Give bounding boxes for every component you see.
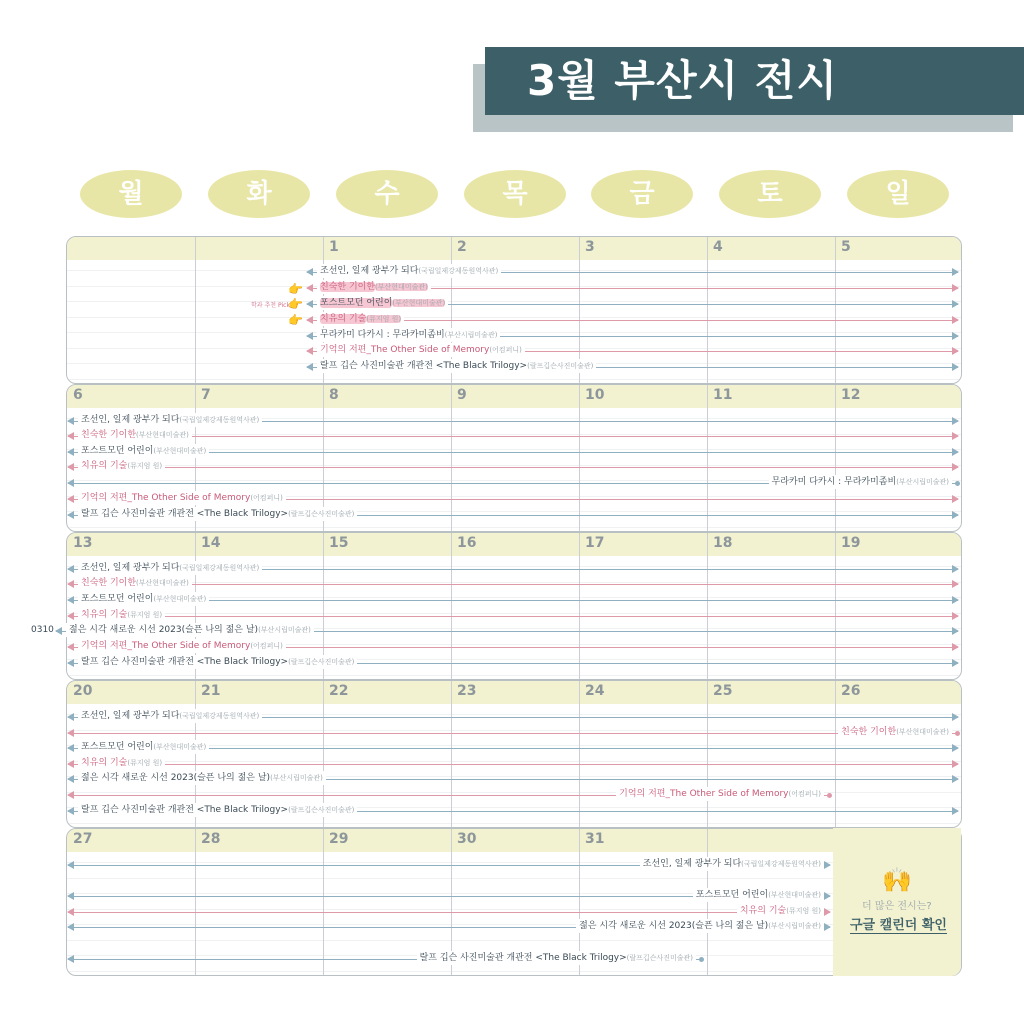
exhibit-name: 랄프 깁슨 사진미술관 개관전 <The Black Trilogy> bbox=[81, 805, 289, 815]
exhibit-bar-ralph[interactable] bbox=[68, 805, 958, 815]
exhibit-bar-ralph[interactable] bbox=[307, 361, 958, 371]
exhibit-name: 포스트모던 어린이 bbox=[81, 446, 154, 456]
day-number: 18 bbox=[713, 535, 733, 551]
exhibit-label bbox=[78, 561, 262, 575]
arrow-left-icon bbox=[67, 791, 74, 799]
exhibit-label bbox=[317, 328, 500, 342]
exhibit-name: 조선인, 일제 광부가 되다 bbox=[81, 415, 180, 425]
day-number: 17 bbox=[585, 535, 605, 551]
day-number: 6 bbox=[73, 387, 83, 403]
exhibit-bar-young[interactable] bbox=[68, 921, 830, 931]
weekday-6: 일 bbox=[847, 170, 949, 218]
pointing-hand-icon: 👉 bbox=[288, 282, 303, 296]
day-number: 7 bbox=[201, 387, 211, 403]
exhibit-name: 포스트모던 어린이 bbox=[320, 298, 393, 308]
exhibit-venue: (랄프깁슨사진미술관) bbox=[288, 806, 355, 814]
exhibit-bar-healing[interactable] bbox=[68, 906, 830, 916]
arrow-left-icon bbox=[67, 908, 74, 916]
grid-line bbox=[67, 301, 961, 302]
exhibit-venue: (부산현대미술관) bbox=[136, 579, 189, 587]
arrow-right-icon bbox=[952, 565, 959, 573]
day-divider bbox=[835, 533, 836, 679]
exhibit-venue: (국립일제강제동원역사관) bbox=[179, 416, 260, 424]
arrow-left-icon bbox=[67, 596, 74, 604]
arrow-left-icon bbox=[67, 580, 74, 588]
arrow-left-icon bbox=[306, 316, 313, 324]
more-exhibits-question: 더 많은 전시는? bbox=[862, 901, 932, 912]
exhibit-name: 치유의 기술 bbox=[739, 906, 787, 916]
recommend-note: 학과 추천 Pick! bbox=[251, 302, 293, 309]
grid-line bbox=[67, 286, 961, 287]
exhibit-name: 기억의 저편_The Other Side of Memory bbox=[81, 641, 251, 651]
exhibit-bar-healing[interactable] bbox=[68, 758, 958, 768]
exhibit-venue: (부산현대미술관) bbox=[392, 299, 446, 307]
exhibit-venue: (부산시립미술관) bbox=[896, 478, 949, 486]
exhibit-label bbox=[78, 639, 286, 653]
day-divider bbox=[707, 829, 708, 975]
grid-line bbox=[67, 792, 961, 793]
arrow-right-icon bbox=[952, 775, 959, 783]
exhibit-name: 치유의 기술 bbox=[320, 314, 367, 324]
exhibit-bar-postmodern[interactable] bbox=[68, 446, 958, 456]
day-divider bbox=[707, 237, 708, 383]
exhibit-label bbox=[317, 296, 448, 310]
exhibit-bar-postmodern[interactable] bbox=[68, 742, 958, 752]
exhibit-venue: (부산시립미술관) bbox=[270, 774, 323, 782]
exhibit-venue: (뮤지엄 원) bbox=[786, 907, 821, 915]
arrow-left-icon bbox=[67, 565, 74, 573]
exhibit-venue: (어컴퍼니) bbox=[250, 494, 283, 502]
arrow-left-icon bbox=[67, 713, 74, 721]
arrow-right-icon bbox=[952, 612, 959, 620]
exhibit-label bbox=[78, 592, 209, 606]
exhibit-bar-chinsuk[interactable] bbox=[68, 578, 958, 588]
arrow-left-icon bbox=[67, 892, 74, 900]
grid-line bbox=[67, 434, 961, 435]
day-divider bbox=[835, 385, 836, 531]
exhibit-label bbox=[693, 888, 824, 902]
exhibit-bar-young[interactable] bbox=[56, 625, 958, 635]
exhibit-label bbox=[78, 428, 192, 442]
arrow-left-icon bbox=[306, 284, 313, 292]
day-divider bbox=[579, 681, 580, 827]
grid-line bbox=[67, 761, 961, 762]
exhibit-bar-memory[interactable] bbox=[68, 789, 830, 799]
exhibit-name: 젊은 시각 새로운 시선 2023(슬픈 나의 젊은 날) bbox=[81, 773, 271, 783]
grid-line bbox=[67, 823, 961, 824]
weekday-2: 수 bbox=[336, 170, 438, 218]
exhibit-label bbox=[317, 343, 525, 357]
day-number: 4 bbox=[713, 239, 723, 255]
exhibit-name: 랄프 깁슨 사진미술관 개관전 <The Black Trilogy> bbox=[419, 953, 627, 963]
grid-line bbox=[67, 940, 961, 941]
arrow-left-icon bbox=[67, 744, 74, 752]
exhibit-name: 친숙한 기이한 bbox=[320, 282, 376, 292]
day-divider bbox=[707, 681, 708, 827]
day-number: 10 bbox=[585, 387, 605, 403]
exhibit-label bbox=[78, 459, 165, 473]
arrow-right-icon bbox=[824, 908, 831, 916]
arrow-right-icon bbox=[952, 284, 959, 292]
exhibit-label bbox=[616, 787, 824, 801]
exhibit-label bbox=[78, 413, 262, 427]
exhibit-bar-memory[interactable] bbox=[68, 641, 958, 651]
exhibit-name: 랄프 깁슨 사진미술관 개관전 <The Black Trilogy> bbox=[320, 361, 528, 371]
exhibit-venue: (랄프깁슨사진미술관) bbox=[288, 510, 355, 518]
exhibit-venue: (랄프깁슨사진미술관) bbox=[527, 362, 594, 370]
day-number: 11 bbox=[713, 387, 733, 403]
arrow-right-icon bbox=[824, 923, 831, 931]
arrow-right-icon bbox=[952, 268, 959, 276]
exhibit-name: 친숙한 기이한 bbox=[81, 430, 137, 440]
exhibit-bar-chinsuk[interactable] bbox=[307, 282, 958, 292]
start-date-label: 0310 bbox=[31, 625, 54, 635]
grid-line bbox=[67, 613, 961, 614]
arrow-right-icon bbox=[952, 332, 959, 340]
exhibit-bar-joseon[interactable] bbox=[307, 266, 958, 276]
arrow-left-icon bbox=[67, 463, 74, 471]
day-number: 12 bbox=[841, 387, 861, 403]
exhibit-bar-chinsuk[interactable] bbox=[68, 430, 958, 440]
day-divider bbox=[323, 829, 324, 975]
end-dot-icon bbox=[955, 481, 960, 486]
exhibit-name: 젊은 시각 새로운 시선 2023(슬픈 나의 젊은 날) bbox=[579, 921, 769, 931]
exhibit-bar-chinsuk[interactable] bbox=[68, 727, 958, 737]
exhibit-label bbox=[66, 623, 314, 637]
arrow-left-icon bbox=[306, 332, 313, 340]
exhibit-bar-young[interactable] bbox=[68, 773, 958, 783]
exhibit-label bbox=[78, 803, 357, 817]
arrow-right-icon bbox=[952, 347, 959, 355]
exhibit-label bbox=[78, 576, 192, 590]
exhibit-name: 조선인, 일제 광부가 되다 bbox=[642, 859, 742, 869]
arrow-left-icon bbox=[67, 479, 74, 487]
arrow-left-icon bbox=[306, 347, 313, 355]
exhibit-name: 조선인, 일제 광부가 되다 bbox=[320, 266, 419, 276]
arrow-right-icon bbox=[952, 417, 959, 425]
end-dot-icon bbox=[955, 731, 960, 736]
exhibit-label bbox=[78, 771, 326, 785]
arrow-right-icon bbox=[952, 596, 959, 604]
arrow-left-icon bbox=[67, 955, 74, 963]
day-number: 5 bbox=[841, 239, 851, 255]
arrow-right-icon bbox=[952, 316, 959, 324]
arrow-right-icon bbox=[952, 713, 959, 721]
exhibit-label bbox=[317, 359, 596, 373]
exhibit-name: 기억의 저편_The Other Side of Memory bbox=[619, 789, 789, 799]
exhibit-bar-memory[interactable] bbox=[307, 345, 958, 355]
exhibit-venue: (부산현대미술관) bbox=[153, 595, 207, 603]
exhibit-venue: (랄프깁슨사진미술관) bbox=[288, 658, 355, 666]
day-number: 9 bbox=[457, 387, 467, 403]
arrow-right-icon bbox=[824, 892, 831, 900]
exhibit-label bbox=[78, 740, 209, 754]
exhibit-venue: (부산현대미술관) bbox=[896, 728, 949, 736]
day-divider bbox=[195, 829, 196, 975]
arrow-left-icon bbox=[67, 861, 74, 869]
day-divider bbox=[579, 533, 580, 679]
exhibit-venue: (부산현대미술관) bbox=[153, 447, 207, 455]
weekday-0: 월 bbox=[80, 170, 182, 218]
exhibit-name: 랄프 깁슨 사진미술관 개관전 <The Black Trilogy> bbox=[81, 657, 289, 667]
exhibit-bar-postmodern[interactable] bbox=[307, 298, 958, 308]
end-dot-icon bbox=[827, 793, 832, 798]
exhibit-venue: (부산현대미술관) bbox=[136, 431, 189, 439]
exhibit-bar-joseon[interactable] bbox=[68, 859, 830, 869]
exhibit-venue: (부산시립미술관) bbox=[258, 626, 311, 634]
day-divider bbox=[707, 385, 708, 531]
day-divider bbox=[707, 533, 708, 679]
arrow-right-icon bbox=[952, 463, 959, 471]
exhibit-name: 조선인, 일제 광부가 되다 bbox=[81, 711, 180, 721]
exhibit-label bbox=[78, 491, 286, 505]
day-number: 28 bbox=[201, 831, 221, 847]
grid-line bbox=[67, 582, 961, 583]
exhibit-label bbox=[78, 608, 165, 622]
google-calendar-link[interactable]: 구글 캘린더 확인 bbox=[850, 914, 947, 934]
end-dot-icon bbox=[699, 957, 704, 962]
exhibit-label bbox=[640, 857, 824, 871]
arrow-left-icon bbox=[67, 612, 74, 620]
day-number: 20 bbox=[73, 683, 93, 699]
weekday-3: 목 bbox=[464, 170, 566, 218]
arrow-left-icon bbox=[306, 268, 313, 276]
exhibit-name: 친숙한 기이한 bbox=[841, 727, 897, 737]
grid-line bbox=[67, 527, 961, 528]
arrow-right-icon bbox=[952, 627, 959, 635]
arrow-right-icon bbox=[952, 511, 959, 519]
exhibit-venue: (어컴퍼니) bbox=[250, 642, 283, 650]
exhibit-label bbox=[317, 280, 431, 294]
pointing-hand-icon: 👉 bbox=[288, 297, 303, 311]
arrow-left-icon bbox=[67, 495, 74, 503]
exhibit-name: 랄프 깁슨 사진미술관 개관전 <The Black Trilogy> bbox=[81, 509, 289, 519]
day-divider bbox=[579, 385, 580, 531]
exhibit-venue: (국립일제강제동원역사관) bbox=[741, 860, 821, 868]
arrow-left-icon bbox=[67, 659, 74, 667]
day-number: 13 bbox=[73, 535, 93, 551]
exhibit-name: 포스트모던 어린이 bbox=[695, 890, 769, 900]
arrow-right-icon bbox=[952, 495, 959, 503]
day-number: 8 bbox=[329, 387, 339, 403]
day-number: 29 bbox=[329, 831, 349, 847]
exhibit-venue: (부산현대미술관) bbox=[768, 891, 821, 899]
arrow-left-icon bbox=[67, 417, 74, 425]
grid-line bbox=[67, 332, 961, 333]
arrow-left-icon bbox=[67, 448, 74, 456]
raised-hands-icon: 🙌 bbox=[882, 866, 912, 894]
exhibit-label bbox=[78, 655, 357, 669]
day-number: 2 bbox=[457, 239, 467, 255]
exhibit-name: 친숙한 기이한 bbox=[81, 578, 137, 588]
exhibit-name: 젊은 시각 새로운 시선 2023(슬픈 나의 젊은 날) bbox=[69, 625, 259, 635]
grid-line bbox=[67, 878, 961, 879]
day-divider bbox=[451, 533, 452, 679]
exhibit-label bbox=[78, 444, 209, 458]
arrow-right-icon bbox=[952, 300, 959, 308]
day-divider bbox=[195, 237, 196, 383]
day-divider bbox=[835, 237, 836, 383]
day-number: 3 bbox=[585, 239, 595, 255]
grid-line bbox=[67, 971, 961, 972]
grid-line bbox=[67, 270, 961, 271]
exhibit-label bbox=[769, 475, 952, 489]
grid-line bbox=[67, 465, 961, 466]
arrow-left-icon bbox=[67, 760, 74, 768]
exhibit-label bbox=[576, 919, 824, 933]
page-title: 3월 부산시 전시 bbox=[485, 47, 1024, 115]
arrow-right-icon bbox=[952, 659, 959, 667]
exhibit-name: 치유의 기술 bbox=[81, 610, 128, 620]
exhibit-label bbox=[78, 756, 165, 770]
exhibit-label bbox=[737, 904, 824, 918]
day-number: 30 bbox=[457, 831, 477, 847]
exhibit-name: 조선인, 일제 광부가 되다 bbox=[81, 563, 180, 573]
exhibit-label bbox=[417, 951, 696, 965]
exhibit-venue: (뮤지엄 원) bbox=[127, 611, 163, 619]
arrow-left-icon bbox=[67, 511, 74, 519]
exhibit-venue: (부산시립미술관) bbox=[768, 922, 821, 930]
exhibit-venue: (국립일제강제동원역사관) bbox=[418, 267, 499, 275]
arrow-right-icon bbox=[952, 363, 959, 371]
exhibit-bar-ralph[interactable] bbox=[68, 657, 958, 667]
grid-line bbox=[67, 730, 961, 731]
day-number: 21 bbox=[201, 683, 221, 699]
day-number: 14 bbox=[201, 535, 221, 551]
grid-line bbox=[67, 317, 961, 318]
arrow-right-icon bbox=[952, 760, 959, 768]
arrow-left-icon bbox=[306, 300, 313, 308]
exhibit-bar-murakami[interactable] bbox=[307, 330, 958, 340]
exhibit-venue: (국립일제강제동원역사관) bbox=[179, 564, 260, 572]
day-number: 27 bbox=[73, 831, 93, 847]
exhibit-name: 무라카미 다카시 : 무라카미좀비 bbox=[771, 477, 897, 487]
arrow-right-icon bbox=[952, 432, 959, 440]
weekday-5: 토 bbox=[719, 170, 821, 218]
day-number: 15 bbox=[329, 535, 349, 551]
arrow-right-icon bbox=[952, 580, 959, 588]
exhibit-venue: (랄프깁슨사진미술관) bbox=[626, 954, 693, 962]
exhibit-venue: (어컴퍼니) bbox=[788, 790, 821, 798]
exhibit-name: 무라카미 다카시 : 무라카미좀비 bbox=[320, 330, 445, 340]
arrow-right-icon bbox=[952, 643, 959, 651]
exhibit-name: 포스트모던 어린이 bbox=[81, 594, 154, 604]
arrow-right-icon bbox=[824, 861, 831, 869]
arrow-left-icon bbox=[67, 729, 74, 737]
exhibit-venue: (국립일제강제동원역사관) bbox=[179, 712, 260, 720]
exhibit-name: 포스트모던 어린이 bbox=[81, 742, 154, 752]
day-divider bbox=[835, 681, 836, 827]
day-number: 26 bbox=[841, 683, 861, 699]
exhibit-venue: (부산시립미술관) bbox=[444, 331, 498, 339]
day-divider bbox=[451, 385, 452, 531]
grid-line bbox=[67, 675, 961, 676]
arrow-left-icon bbox=[306, 363, 313, 371]
day-number: 25 bbox=[713, 683, 733, 699]
exhibit-bar-joseon[interactable] bbox=[68, 563, 958, 573]
exhibit-label bbox=[317, 312, 404, 326]
arrow-left-icon bbox=[67, 643, 74, 651]
exhibit-venue: (뮤지엄 원) bbox=[127, 462, 163, 470]
arrow-right-icon bbox=[952, 448, 959, 456]
day-number: 24 bbox=[585, 683, 605, 699]
exhibit-venue: (어컴퍼니) bbox=[489, 346, 522, 354]
day-number: 22 bbox=[329, 683, 349, 699]
arrow-right-icon bbox=[952, 744, 959, 752]
exhibit-bar-healing[interactable] bbox=[307, 314, 958, 324]
day-divider bbox=[451, 681, 452, 827]
exhibit-venue: (뮤지엄 원) bbox=[127, 759, 163, 767]
exhibit-bar-healing[interactable] bbox=[68, 610, 958, 620]
arrow-right-icon bbox=[952, 807, 959, 815]
exhibit-label bbox=[317, 264, 501, 278]
exhibit-bar-memory[interactable] bbox=[68, 493, 958, 503]
arrow-left-icon bbox=[67, 432, 74, 440]
week-header-band bbox=[67, 237, 961, 260]
exhibit-label bbox=[78, 507, 357, 521]
arrow-left-icon bbox=[55, 627, 62, 635]
day-number: 1 bbox=[329, 239, 339, 255]
arrow-left-icon bbox=[67, 775, 74, 783]
exhibit-label bbox=[78, 709, 262, 723]
day-number: 19 bbox=[841, 535, 861, 551]
exhibit-bar-joseon[interactable] bbox=[68, 415, 958, 425]
exhibit-venue: (뮤지엄 원) bbox=[366, 315, 402, 323]
exhibit-bar-joseon[interactable] bbox=[68, 711, 958, 721]
exhibit-name: 기억의 저편_The Other Side of Memory bbox=[320, 345, 490, 355]
exhibit-bar-postmodern[interactable] bbox=[68, 594, 958, 604]
pointing-hand-icon: 👉 bbox=[288, 313, 303, 327]
arrow-left-icon bbox=[67, 807, 74, 815]
exhibit-venue: (부산현대미술관) bbox=[375, 283, 428, 291]
exhibit-bar-postmodern[interactable] bbox=[68, 890, 830, 900]
day-number: 31 bbox=[585, 831, 605, 847]
exhibit-bar-ralph[interactable] bbox=[68, 509, 958, 519]
weekday-1: 화 bbox=[208, 170, 310, 218]
exhibit-bar-healing[interactable] bbox=[68, 461, 958, 471]
weekday-4: 금 bbox=[591, 170, 693, 218]
exhibit-label bbox=[838, 725, 952, 739]
day-number: 16 bbox=[457, 535, 477, 551]
arrow-left-icon bbox=[67, 923, 74, 931]
exhibit-name: 기억의 저편_The Other Side of Memory bbox=[81, 493, 251, 503]
exhibit-bar-ralph[interactable] bbox=[68, 953, 702, 963]
day-number: 23 bbox=[457, 683, 477, 699]
grid-line bbox=[67, 379, 961, 380]
exhibit-name: 치유의 기술 bbox=[81, 461, 128, 471]
exhibit-venue: (부산현대미술관) bbox=[153, 743, 207, 751]
exhibit-name: 치유의 기술 bbox=[81, 758, 128, 768]
exhibit-bar-murakami[interactable] bbox=[68, 477, 958, 487]
